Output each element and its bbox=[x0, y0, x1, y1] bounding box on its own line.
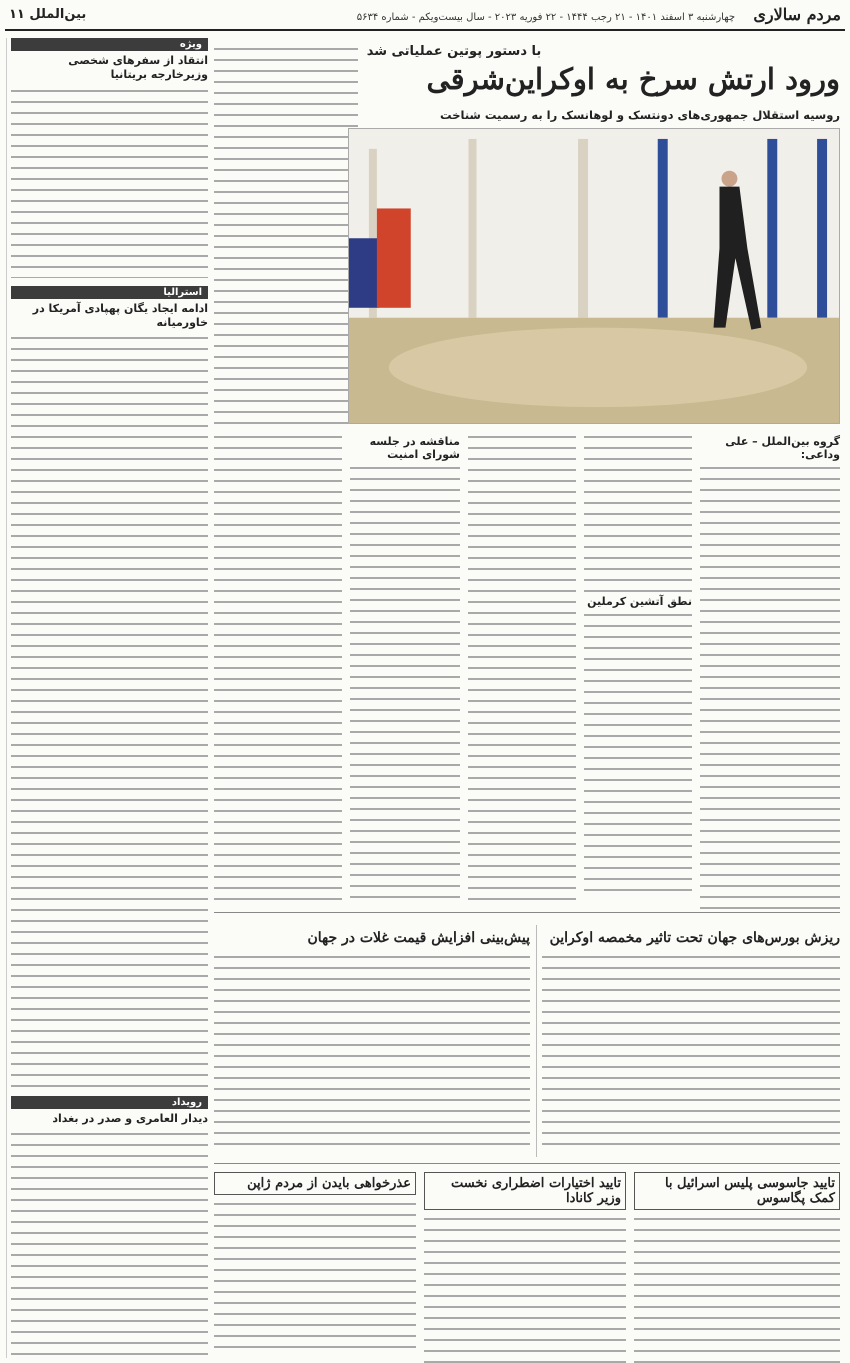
article-column bbox=[214, 432, 342, 904]
column-subhead: مناقشه در جلسه شورای امنیت bbox=[369, 435, 460, 461]
article-body-text bbox=[584, 432, 692, 592]
section-label: بین‌الملل ۱۱ bbox=[9, 7, 87, 22]
article-byline: گروه بین‌الملل – علی وداعی: bbox=[725, 435, 840, 461]
article-body-text bbox=[214, 44, 358, 424]
story-biden-japan bbox=[214, 1172, 416, 1349]
column-divider bbox=[536, 925, 537, 1157]
story-title: تایید اختیارات اضطراری نخست وزیر کانادا bbox=[424, 1172, 626, 1210]
sidebar-story bbox=[11, 1096, 208, 1363]
article-column bbox=[350, 432, 460, 904]
story-grain-prices bbox=[214, 930, 530, 1152]
story-title: تایید جاسوسی پلیس اسرائیل با کمک پگاسوس bbox=[634, 1172, 840, 1210]
article-body-text bbox=[584, 610, 692, 900]
article-body-text bbox=[214, 952, 530, 1152]
article-body-text bbox=[542, 952, 840, 1152]
sidebar-story-title: دیدار العامری و صدر در بغداد bbox=[52, 1112, 208, 1126]
sidebar-tag: ویژه bbox=[11, 38, 208, 51]
article-body-text bbox=[700, 463, 840, 913]
sidebar-tag: رویداد bbox=[11, 1096, 208, 1109]
article-column bbox=[468, 432, 576, 904]
issue-date-line: چهارشنبه ۳ اسفند ۱۴۰۱ - ۲۱ رجب ۱۴۴۴ - ۲۲ فوریه ۲۰۲۳ - سال بیست‌ویکم - شماره ۵۶۳۴ bbox=[356, 12, 735, 23]
story-canada bbox=[424, 1172, 626, 1363]
article-column bbox=[700, 432, 840, 904]
story-pegasus bbox=[634, 1172, 840, 1363]
lead-kicker: با دستور پوتین عملیاتی شد bbox=[366, 44, 542, 59]
article-body-text bbox=[634, 1214, 840, 1363]
article-body-text bbox=[214, 1199, 416, 1349]
lead-subhead: روسیه استقلال جمهوری‌های دونتسک و لوهانسک را به رسمیت شناخت bbox=[440, 108, 840, 122]
story-title: ریزش بورس‌های جهان تحت تاثیر مخمصه اوکراین bbox=[549, 930, 840, 946]
lead-photo bbox=[348, 128, 840, 424]
article-body-text bbox=[11, 333, 208, 1088]
lead-headline: ورود ارتش سرخ به اوکراین‌شرقی bbox=[426, 62, 840, 96]
sidebar-story bbox=[11, 38, 208, 278]
article-body-text bbox=[11, 1129, 208, 1363]
sidebar-story bbox=[11, 286, 208, 1089]
story-markets bbox=[542, 930, 840, 1152]
section-divider bbox=[214, 1163, 840, 1164]
article-body-text bbox=[468, 432, 576, 904]
masthead bbox=[5, 5, 845, 31]
article-body-text bbox=[11, 86, 208, 278]
sidebar-tag: استرالیا bbox=[11, 286, 208, 299]
newspaper-logo: مردم سالاری bbox=[753, 5, 841, 24]
section-divider bbox=[214, 912, 840, 913]
sidebar-story-title: ادامه ایجاد یگان پهپادی آمریکا در خاورمیانه bbox=[32, 301, 208, 329]
article-body-text bbox=[350, 463, 460, 903]
article-column bbox=[584, 432, 692, 904]
story-title: پیش‌بینی افزایش قیمت غلات در جهان bbox=[307, 930, 530, 946]
story-title: عذرخواهی بایدن از مردم ژاپن bbox=[214, 1172, 416, 1195]
sidebar bbox=[6, 38, 208, 1358]
article-body-text bbox=[214, 432, 342, 904]
article-body-text bbox=[424, 1214, 626, 1363]
column-subhead: نطق آتشین کرملین bbox=[587, 595, 692, 608]
sidebar-story-title: انتقاد از سفرهای شخصی وزیرخارجه بریتانیا bbox=[68, 54, 208, 82]
